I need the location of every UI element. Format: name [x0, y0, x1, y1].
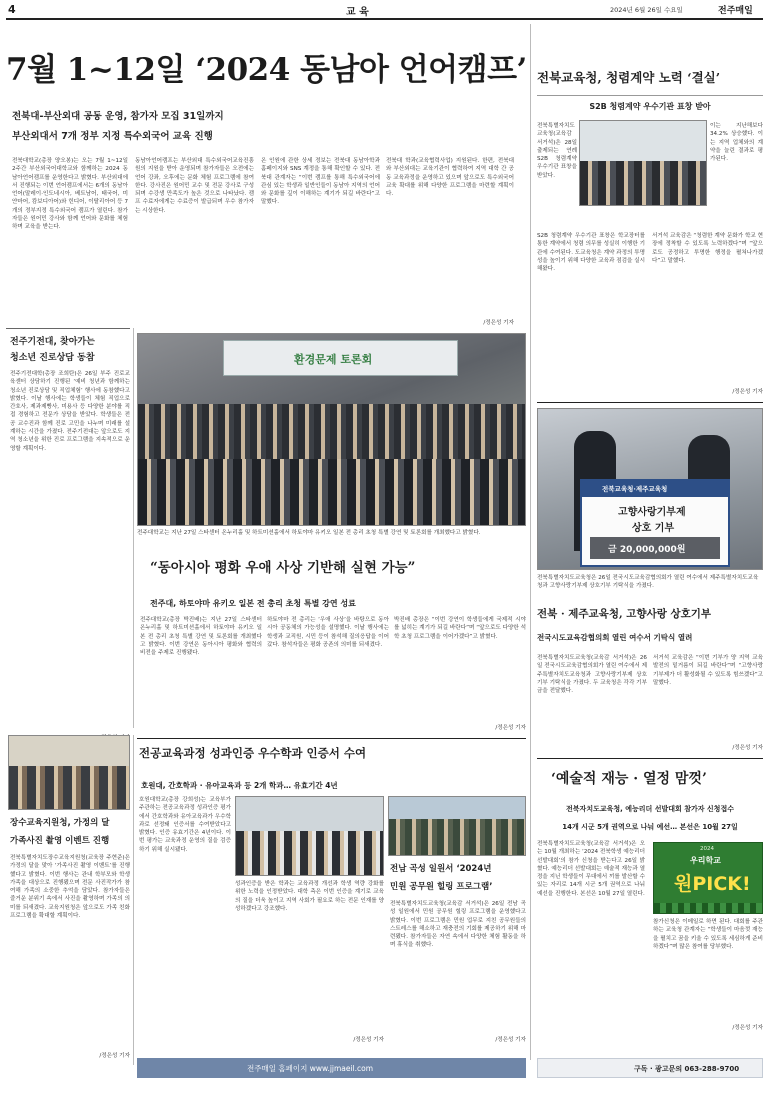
- jeonju-story-headline: “동아시아 평화 우애 사상 기반해 실현 가능”: [150, 560, 416, 576]
- gokseong-byline: /정은성 기자: [495, 1037, 526, 1043]
- vocational-col-2: 성과인증을 받은 학과는 교육과정 개선과 학생 역량 강화를 위한 노력을 인정받았다. 대학 측은 이번 인증을 계기로 교육의 질을 더욱 높이고 지역 사회가 필요로 하는 전문 인재를 양성하겠다고 강조했다.: [235, 881, 384, 912]
- right-top-col-2: 이는 지난해보다 34.2% 상승했다. 이는 지역 업체와의 계약을 늘린 결과로 평가된다.: [710, 123, 763, 163]
- jeonju-story-col-2: 하토야마 전 총리는 ‘우애 사상’을 바탕으로 동아시아 공동체의 가능성을 설명했다. 이날 행사에는 학생과 교직원, 시민 등이 참석해 질의응답을 이어갔다. 참석자들은 평화 공존의 의미를 되새겼다.: [267, 617, 389, 648]
- right-mid-col-2: 서거석 교육감은 “이번 기부가 양 지역 교육 발전의 밑거름이 되길 바란다”며 “고향사랑기부제가 더 활성화될 수 있도록 힘쓰겠다”고 말했다.: [653, 655, 763, 686]
- column-divider: [133, 735, 134, 1065]
- right-top-col-4: 서거석 교육감은 “청렴한 계약 문화가 학교 현장에 정착할 수 있도록 노력하겠다”며 “앞으로도 공정하고 투명한 행정을 펼쳐나가겠다”고 말했다.: [652, 233, 763, 264]
- gokseong-photo: [388, 796, 526, 856]
- gokseong-headline-2: 민원 공무원 힐링 프로그램’: [390, 882, 493, 892]
- gokseong-body: 전북특별자치도교육청(교육감 서거석)은 26일 전남 곡성 일원에서 민원 공무원 힐링 프로그램을 운영했다고 밝혔다. 이번 프로그램은 민원 업무로 지친 공무원들의 스트레스를 해소하고 재충전의 기회를 제공하기 위해 마련됐다. 참가자들은 자연 속에서 다양한 체험 활동을 하며 휴식을 취했다.: [390, 901, 526, 949]
- masthead: [6, 3, 763, 17]
- right-top-byline: /정은성 기자: [732, 389, 763, 395]
- art-col-1: 전북특별자치도교육청(교육감 서거석)은 오는 10월 개최하는 ‘2024 전북학생 예능리더 선발대회’의 참가 신청을 받는다고 26일 밝혔다. 예능리더 선발대회는 예술적 재능과 열정을 지닌 학생들이 무대에서 끼를 발산할 수 있는 자리로 14개 시군 5개 권역으로 나눠 예선을 진행한다. 본선은 10월 27일 열린다.: [537, 841, 645, 897]
- sidebar-story-headline: 전주기전대, 찾아가는: [10, 337, 95, 347]
- art-subhead: 전북자치도교육청, 예능리더 선발대회 참가자 신청접수: [566, 805, 734, 813]
- footer-subscription: 구독 · 광고문의 063-288-9700: [634, 1065, 740, 1073]
- lead-headline: 7월 1~12일 ‘2024 동남아 언어캠프’: [6, 52, 527, 88]
- forum-group-photo: [137, 333, 526, 526]
- sidebar-story-subhead: 청소년 진로상담 동참: [10, 353, 95, 363]
- section-rule: [537, 95, 763, 96]
- family-people: [9, 766, 130, 810]
- lead-body-col-4: 전북대 학과(교육협력사업) 지원된다. 한편, 전북대와 부산외대는 교육기관이 협력하여 지역 대학 간 공동 교육과정을 운영하고 있으며 앞으로도 특수외국어 교육 확대를 위해 다양한 프로그램을 마련할 계획이다.: [386, 158, 514, 198]
- sign-amount: 금 20,000,000원: [608, 545, 686, 555]
- crowd-row-front: [138, 459, 526, 526]
- donation-photo-caption: 전북특별자치도교육청은 26일 전국시도교육감협의회가 열린 여수에서 제주특별자치도교육청과 고향사랑기부제 상호기부 기탁식을 가졌다.: [537, 575, 759, 589]
- lead-body-col-1: 전북대학교(총장 양오봉)는 오는 7월 1~12일 2주간 부산외국어대학교와 함께하는 2024 동남아언어캠프를 운영한다고 밝혔다. 부산외대에서 진행되는 이번 언어캠프에서는 6개의 동남아언어(말레이·인도네시아, 베트남어, 태국어, 미얀마어, 캄보디아어)와 힌디어, 이탈리아어 등 7개의 정부지정 특수외국어 캠프가 열린다. 참가자들은 원어민 강사와 함께 언어와 문화를 체험하며 교육을 받는다.: [12, 158, 128, 231]
- header-rule: [6, 18, 763, 20]
- left-bottom-byline: /정은성 기자: [99, 1053, 130, 1059]
- family-backdrop: [9, 736, 130, 766]
- right-top-col-3: S2B 청렴계약 우수기관 표창은 학교장터를 통한 계약에서 청렴 의무를 성실히 이행한 기관에 수여된다. 도교육청은 계약 과정의 투명성을 높이기 위해 다양한 교육과 점검을 실시해왔다.: [537, 233, 645, 273]
- section-rule: [537, 402, 763, 403]
- donation-photo: [537, 408, 763, 570]
- award-group-photo: [579, 120, 707, 206]
- right-mid-headline: 전북 · 제주교육청, 고향사랑 상호기부: [537, 608, 712, 620]
- forum-photo-caption: 전주대학교는 지난 27일 스타센터 온누리홀 및 하트미션홀에서 하토야마 유키오 일본 전 총리 초청 특별 강연 및 토론회를 개최했다고 밝혔다.: [137, 530, 481, 536]
- poster-title: 우리학교: [690, 856, 721, 865]
- left-bottom-headline: 장수교육지원청, 가정의 달: [10, 818, 110, 828]
- art-headline: ‘예술적 재능 · 열정 맘껏’: [551, 771, 707, 787]
- banner-text: 환경문제 토론회: [294, 353, 373, 366]
- sign-amount-box: [590, 537, 720, 559]
- sidebar-story-body: 전주기전대학(총장 조희탄)은 26일 부주 진로교육센터 상담하기 진행된 ‘예비 청년과 함께하는 청소년 진로상담 및 직업체험’ 행사에 동참했다고 밝혔다. 이날 행사에는 학생들이 체험 직업으로 간호사, 제과제빵사, 미용사 등 다양한 분야를 직접 경험하고 전문가 상담을 받았다. 학생들은 전공 교수진과 함께 진로 고민을 나누며 미래를 설계하는 시간을 가졌다. 전주기전대는 앞으로도 지역 청소년을 위한 진로 프로그램을 지속적으로 운영할 계획이다.: [10, 371, 130, 452]
- certificate-photo: [235, 796, 384, 876]
- lead-subhead-2: 부산외대서 7개 정부 지정 특수외국어 교육 진행: [12, 131, 213, 142]
- donation-sign: [580, 479, 730, 567]
- poster-stripe: [654, 903, 762, 913]
- family-photo: [8, 735, 130, 810]
- left-bottom-headline-2: 가족사진 촬영 이벤트 진행: [10, 836, 110, 846]
- gokseong-headline: 전남 곡성 일원서 ‘2024년: [390, 864, 492, 874]
- vocational-subhead: 호원대, 간호학과 · 유아교육과 등 2개 학과… 유효기간 4년: [141, 781, 338, 790]
- gokseong-people: [389, 819, 526, 856]
- right-top-subhead: S2B 청렴계약 우수기관 표창 받아: [589, 102, 711, 111]
- paper-name: 전주매일: [718, 6, 753, 16]
- footer-homepage: 전주매일 홈페이지 www.jjmaeil.com: [247, 1064, 374, 1073]
- footer-homepage-bar: [137, 1058, 526, 1078]
- issue-date: 2024년 6월 26일 수요일: [610, 6, 683, 14]
- section-rule: [137, 738, 526, 739]
- award-backdrop: [580, 121, 707, 161]
- sign-line-2: 고향사랑기부제: [618, 507, 686, 518]
- section-rule: [537, 758, 763, 759]
- cert-people: [236, 831, 384, 876]
- jeonju-story-col-1: 전주대학교(총장 박진배)는 지난 27일 스타센터 온누리홀 및 하트미션홀에서 하토야마 유키오 일본 전 총리 초청 특별 강연 및 토론회를 개최했다고 밝혔다. 이번 강연은 동아시아 평화와 협력의 비전을 주제로 진행됐다.: [140, 617, 262, 657]
- page-number: 4: [8, 3, 16, 16]
- right-mid-subhead: 전국시도교육감협의회 열린 여수서 기탁식 열려: [537, 633, 693, 642]
- right-top-col-1: 전북특별자치도교육청(교육감 서거석)은 28일 출제되는 연례 S2B 청렴계약 우수기관 표창을 받았다.: [537, 123, 577, 179]
- poster-pick: 원PICK!: [674, 873, 751, 895]
- lead-body-col-3: 온 인원에 관한 상세 정보는 전북대 동남아학과 홈페이지와 SNS 계정을 통해 확인할 수 있다. 전북대 관계자는 “이번 캠프를 통해 특수외국어에 관심 있는 학생과 일반인들이 동남아 지역의 언어와 문화를 깊이 이해하는 계기가 되길 바란다”고 말했다.: [261, 158, 380, 206]
- lead-byline: /정은성 기자: [483, 320, 514, 326]
- right-mid-byline: /정은성 기자: [732, 745, 763, 751]
- column-divider: [133, 328, 134, 728]
- gokseong-sky: [389, 797, 526, 819]
- right-top-headline: 전북교육청, 청렴계약 노력 ‘결실’: [537, 70, 721, 85]
- footer-subscription-bar: [537, 1058, 763, 1078]
- lead-subhead: 전북대-부산외대 공동 운영, 참가자 모집 31일까지: [12, 111, 224, 122]
- left-bottom-body: 전북특별자치도장수교육지원청(교육장 주현준)은 가정의 달을 맞아 ‘가족사진 촬영 이벤트’를 진행했다고 밝혔다. 이번 행사는 관내 학부모와 학생 가족을 대상으로 진행됐으며 전문 사진작가가 참여해 가족의 소중한 추억을 담았다. 참가자들은 즐거운 분위기 속에서 사진을 촬영하며 가족의 의미를 되새겼다. 교육지원청은 앞으로도 가족 친화 프로그램을 확대할 계획이다.: [10, 855, 130, 920]
- poster-year: 2024: [700, 846, 714, 852]
- cert-backdrop: [236, 797, 384, 831]
- lead-body-col-2: 동남아언어캠프는 부산외대 특수외국어교육진흥원의 지원을 받아 운영되며 참가자들은 오전에는 언어 강좌, 오후에는 문화 체험 프로그램에 참여한다. 강사진은 원어민 교수 및 전문 강사로 구성되며 수강생 만족도가 높은 것으로 나타났다. 캠프 수료자에게는 수료증이 발급되며 우수 참가자는 시상한다.: [135, 158, 254, 214]
- sign-line-1: 전북교육청·제주교육청: [602, 485, 668, 493]
- jeonju-story-byline: /정은성 기자: [495, 725, 526, 731]
- forum-banner: [223, 340, 458, 376]
- sign-line-3: 상호 기부: [632, 523, 675, 534]
- vocational-col-1: 호원대학교(총장 강희성)는 교육부가 주관하는 전공교육과정 성과인증 평가에서 간호학과와 유아교육과가 우수학과로 선정돼 인증서를 수여받았다고 밝혔다. 인증 유효기간은 4년이다. 이번 평가는 교육과정 운영의 질을 검증하기 위해 실시됐다.: [139, 797, 231, 853]
- column-divider: [530, 24, 531, 1060]
- right-mid-col-1: 전북특별자치도교육청(교육감 서거석)은 26일 전국시도교육감협의회가 열린 여수에서 제주특별자치도교육청과 고향사랑기부제 상호기부 기탁식을 가졌다. 두 교육청은 각각 기부금을 전달했다.: [537, 655, 647, 695]
- vocational-headline: 전공교육과정 성과인증 우수학과 인증서 수여: [139, 746, 367, 760]
- section-title: 교 육: [346, 7, 369, 18]
- art-subhead-2: 14개 시군 5개 권역으로 나눠 예선… 본선은 10월 27일: [562, 823, 738, 831]
- jeonju-story-col-3: 박진배 총장은 “이번 강연이 학생들에게 국제적 시야를 넓히는 계기가 되길 바란다”며 “앞으로도 다양한 석학 초청 프로그램을 이어가겠다”고 밝혔다.: [394, 617, 526, 640]
- award-people: [580, 161, 707, 206]
- art-byline: /정은성 기자: [732, 1025, 763, 1031]
- jeonju-story-subhead: 전주대, 하토야마 유키오 일본 전 총리 초청 특별 강연 성료: [150, 599, 356, 608]
- vocational-byline: /정은성 기자: [353, 1037, 384, 1043]
- crowd-row-back: [138, 404, 526, 459]
- section-rule: [6, 328, 130, 329]
- art-poster: [653, 842, 763, 914]
- art-col-2: 참가신청은 이메일로 하면 된다. 대회를 주관하는 교육청 관계자는 “학생들이 마음껏 재능을 펼치고 꿈을 키울 수 있도록 세심하게 준비하겠다”며 많은 참여를 당부했다.: [653, 919, 763, 950]
